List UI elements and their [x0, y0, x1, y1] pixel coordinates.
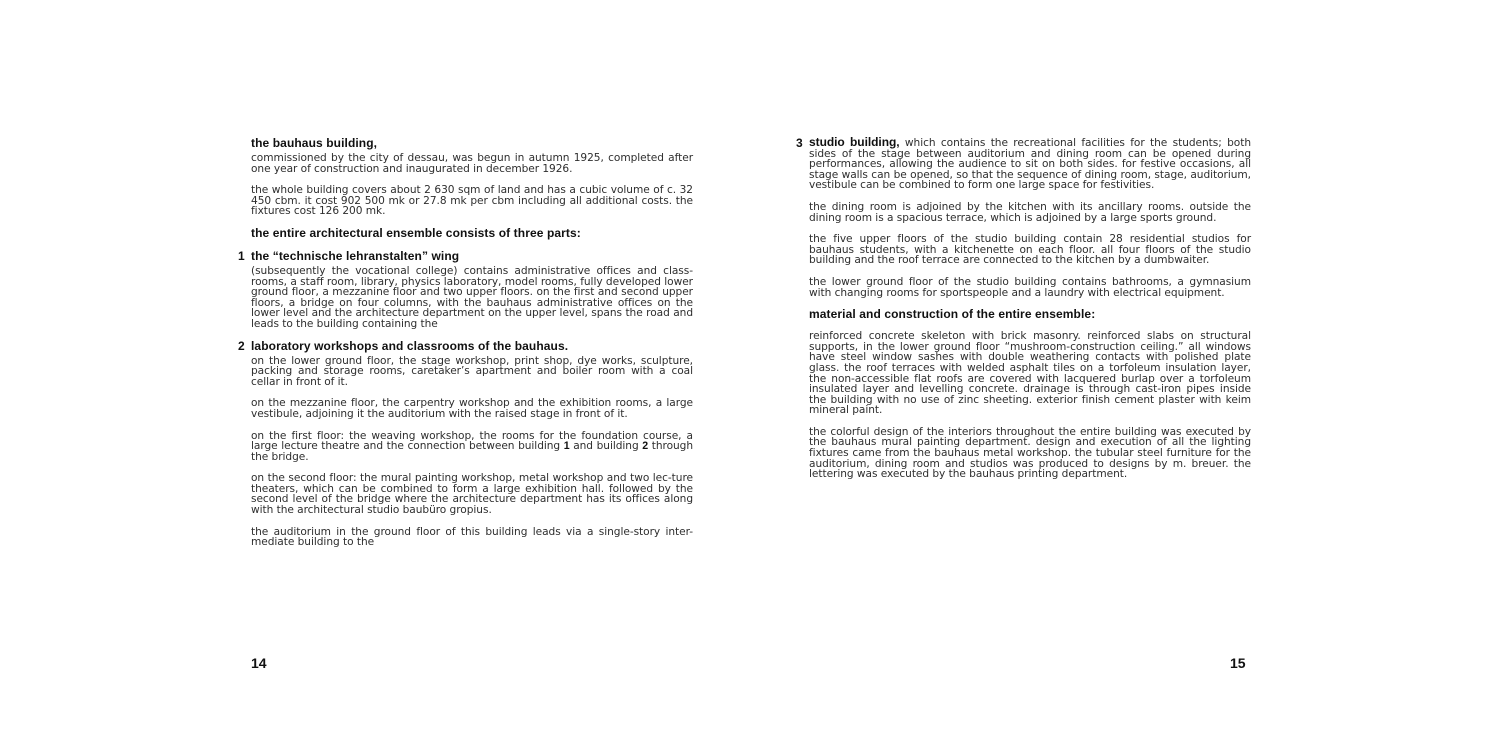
text-run: which contains the recreational facilities for the students; both sides of the stage between auditorium and dining room can be opened during performances, allowing the audience to sit on both sides. for festive occasions, all stage walls can be opened, so that the sequence of dining room, stage, auditorium, vestibule can be combined to form one large space for festivities.	[809, 137, 1251, 192]
part-number: 2	[238, 338, 245, 353]
text-run: and building	[569, 440, 643, 453]
text-run: on the first floor: the weaving workshop, the rooms for the foundation course, a large lecture theatre and the connection between building	[251, 429, 693, 453]
part-number: 3	[796, 136, 803, 150]
ensemble-heading: the entire architectural ensemble consists of three parts:	[251, 225, 581, 240]
part-2-paragraph: the auditorium in the ground floor of this building leads via a single-story inter-mediate building to the	[251, 525, 693, 549]
part-2-first-floor-paragraph	[251, 431, 693, 463]
part-1-section	[238, 248, 693, 330]
part-number: 1	[238, 248, 245, 263]
building-title: the bauhaus building,	[251, 136, 378, 150]
left-column	[238, 136, 694, 549]
intro-paragraph: commissioned by the city of dessau, was begun in autumn 1925, completed after one year of construction and inaugurated in december 1926.	[251, 152, 693, 175]
right-page	[750, 0, 1500, 750]
page-number: 15	[1230, 655, 1246, 671]
part-3-paragraph: the dining room is adjoined by the kitchen with its ancillary rooms. outside the dining room is a spacious terrace, which is adjoined by a large sports ground.	[809, 200, 1251, 224]
part-3-paragraph: the five upper floors of the studio building contain 28 residential studios for bauhaus students, with a kitchenette on each floor. all four floors of the studio building and the roof terrace are connected to the kitchen by a dumbwaiter.	[809, 233, 1251, 267]
right-column	[796, 135, 1251, 481]
material-paragraph: reinforced concrete skeleton with brick masonry. reinforced slabs on structural supports, in the lower ground floor “mushroom-construction ceiling.” all windows have steel window sashes with double weathering contacts with polished plate glass. the roof terraces with welded asphalt tiles on a torfoleum insulation layer, the non-accessible flat roofs are covered with lacquered burlap over a torfoleum insulated layer and levelling concrete. drainage is through cast-iron pipes inside the building with no use of zinc sheeting. exterior finish cement plaster with keim mineral paint.	[809, 330, 1251, 417]
part-3-section	[796, 135, 1251, 299]
text-run: through the bridge.	[251, 440, 694, 463]
part-3-heading: studio building,	[809, 135, 900, 149]
page-number: 14	[251, 655, 267, 671]
part-2-heading: laboratory workshops and classrooms of the bauhaus.	[251, 338, 569, 353]
material-heading: material and construction of the entire ensemble:	[809, 307, 1096, 322]
part-2-section	[238, 338, 694, 549]
part-2-paragraph: on the lower ground floor, the stage workshop, print shop, dye works, sculpture, packing and storage rooms, caretaker’s apartment and boiler room with a coal cellar in front of it.	[251, 354, 693, 388]
part-3-lead-paragraph	[809, 137, 1251, 191]
building-number: 2	[642, 440, 649, 453]
part-1-heading: the “technische lehranstalten” wing	[251, 248, 460, 263]
material-paragraph: the colorful design of the interiors throughout the entire building was executed by the bauhaus mural painting department. design and execution of all the lighting fixtures came from the bauhaus metal workshop. the tubular steel furniture for the auditorium, dining room and studios was produced to designs by m. breuer. the lettering was executed by the bauhaus printing department.	[809, 425, 1251, 481]
part-3-paragraph: the lower ground floor of the studio building contains bathrooms, a gymnasium with changing rooms for sportspeople and a laundry with electrical equipment.	[809, 275, 1251, 299]
part-1-paragraph: (subsequently the vocational college) contains administrative offices and class-rooms, a staff room, library, physics laboratory, model rooms, fully developed lower ground floor, a mezzanine floor and two upper floors. on the first and second upper floors, a bridge on four columns, with the bauhaus administrative offices on the lower level and the architecture department on the upper level, spans the road and leads to the building containing the	[251, 264, 693, 330]
part-2-paragraph: on the second floor: the mural painting workshop, metal workshop and two lec-ture theaters, which can be combined to form a large exhibition hall. followed by the second level of the bridge where the architecture department has its offices along with the architectural studio baubüro gropius.	[251, 472, 693, 517]
part-2-paragraph: on the mezzanine floor, the carpentry workshop and the exhibition rooms, a large vestibule, adjoining it the auditorium with the raised stage in front of it.	[251, 397, 693, 420]
building-number: 1	[563, 440, 570, 453]
intro-paragraph: the whole building covers about 2 630 sqm of land and has a cubic volume of c. 32 450 cbm. it cost 902 500 mk or 27.8 mk per cbm including all additional costs. the fixtures cost 126 200 mk.	[251, 184, 693, 218]
